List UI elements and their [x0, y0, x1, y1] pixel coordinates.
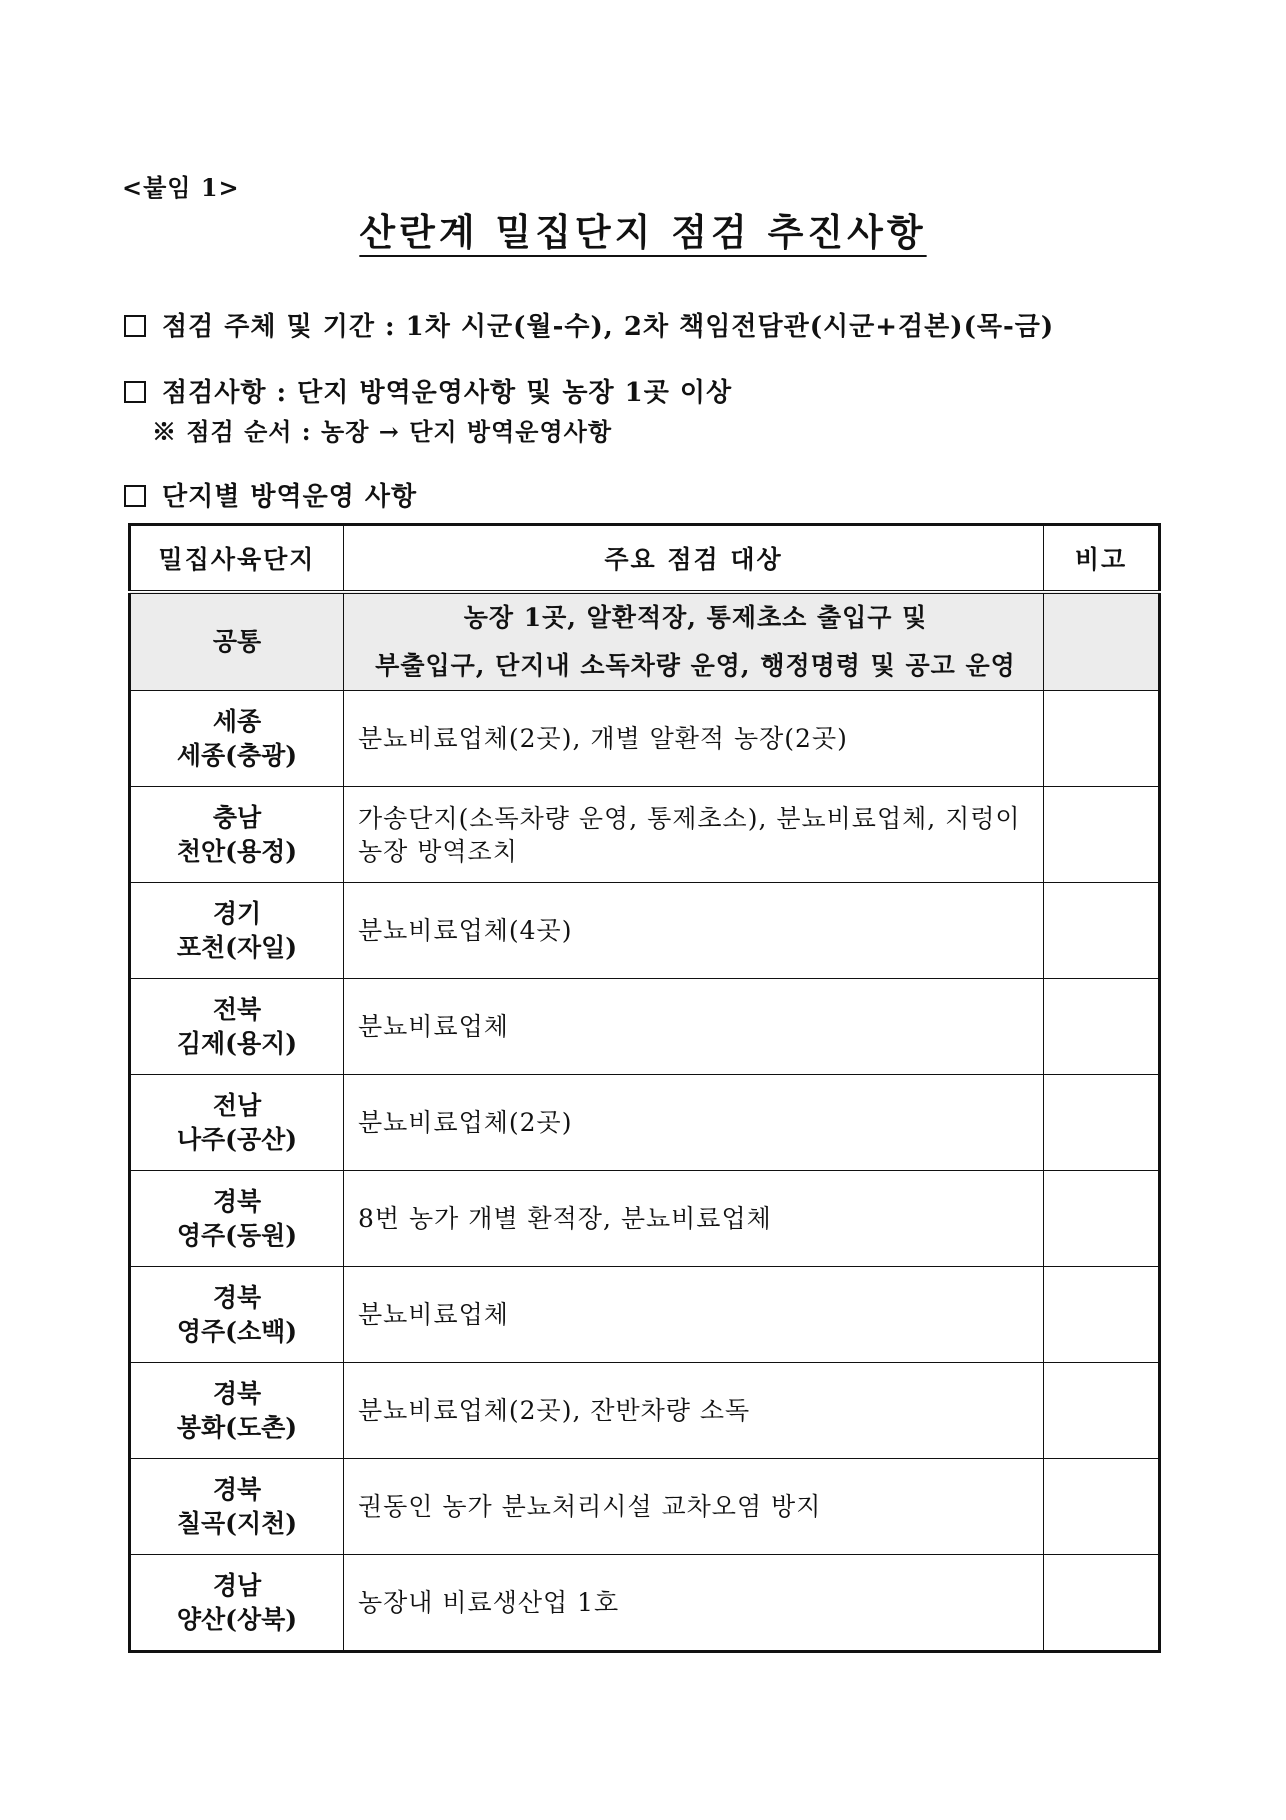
target-cell: 분뇨비료업체(2곳), 잔반차량 소독 [344, 1363, 1044, 1459]
table-row-common [130, 592, 1160, 691]
province-name: 경기 [212, 898, 262, 928]
inspection-order-note: ※ 점검 순서 : 농장 → 단지 방역운영사항 [152, 417, 613, 446]
region-cell [130, 979, 344, 1075]
site-name: 영주(동원) [176, 1220, 298, 1250]
table-row [130, 979, 1160, 1075]
target-cell: 분뇨비료업체(4곳) [344, 883, 1044, 979]
complex-operations-table [128, 523, 1161, 1653]
table-row [130, 1363, 1160, 1459]
section-complex-operations [124, 476, 417, 513]
remarks-cell [1044, 1075, 1160, 1171]
remarks-cell [1044, 787, 1160, 883]
target-cell [344, 592, 1044, 691]
region-cell [130, 1075, 344, 1171]
province-name: 경북 [212, 1186, 262, 1216]
section-text: 점검 주체 및 기간 : 1차 시군(월-수), 2차 책임전담관(시군+검본)(목-금) [162, 312, 1055, 342]
region-cell [130, 787, 344, 883]
target-cell: 가송단지(소독차량 운영, 통제초소), 분뇨비료업체, 지렁이 농장 방역조치 [344, 787, 1044, 883]
site-name: 천안(용정) [176, 836, 298, 866]
region-cell [130, 1363, 344, 1459]
site-name: 양산(상북) [176, 1604, 298, 1634]
table-row [130, 1555, 1160, 1652]
target-cell: 권동인 농가 분뇨처리시설 교차오염 방지 [344, 1459, 1044, 1555]
province-name: 경북 [212, 1378, 262, 1408]
target-line-2: 부출입구, 단지내 소독차량 운영, 행정명령 및 공고 운영 [375, 651, 1016, 680]
region-cell [130, 592, 344, 691]
target-cell: 분뇨비료업체(2곳) [344, 1075, 1044, 1171]
section-text: 점검사항 : 단지 방역운영사항 및 농장 1곳 이상 [162, 378, 733, 408]
remarks-cell [1044, 691, 1160, 787]
document-title [0, 202, 1286, 256]
site-name: 칠곡(지천) [176, 1508, 298, 1538]
target-cell: 분뇨비료업체(2곳), 개별 알환적 농장(2곳) [344, 691, 1044, 787]
remarks-cell [1044, 1267, 1160, 1363]
province-name: 경북 [212, 1282, 262, 1312]
target-cell: 분뇨비료업체 [344, 1267, 1044, 1363]
remarks-cell [1044, 883, 1160, 979]
region-cell [130, 691, 344, 787]
table-row [130, 1267, 1160, 1363]
region-cell [130, 1555, 344, 1652]
site-name: 세종(충광) [176, 740, 298, 770]
checkbox-square-icon [124, 381, 146, 403]
table-row [130, 787, 1160, 883]
remarks-cell [1044, 1459, 1160, 1555]
section-text: 단지별 방역운영 사항 [162, 482, 418, 512]
checkbox-square-icon [124, 485, 146, 507]
province-name: 충남 [212, 802, 262, 832]
remarks-cell [1044, 979, 1160, 1075]
attachment-label: <붙임 1> [122, 173, 240, 202]
document-title-text: 산란계 밀집단지 점검 추진사항 [359, 210, 927, 254]
header-complex: 밀집사육단지 [130, 525, 344, 593]
remarks-cell [1044, 1171, 1160, 1267]
section-inspection-subject-period [124, 306, 1054, 343]
remarks-cell [1044, 1363, 1160, 1459]
site-name: 봉화(도촌) [176, 1412, 298, 1442]
table-row [130, 1075, 1160, 1171]
target-line-1: 농장 1곳, 알환적장, 통제초소 출입구 및 [463, 603, 928, 632]
table-row [130, 1459, 1160, 1555]
site-name: 포천(자일) [176, 932, 298, 962]
target-cell: 농장내 비료생산업 1호 [344, 1555, 1044, 1652]
province-name: 경남 [212, 1570, 262, 1600]
province-name: 전남 [212, 1090, 262, 1120]
table-header-row [130, 525, 1160, 593]
site-name: 영주(소백) [176, 1316, 298, 1346]
region-cell [130, 883, 344, 979]
checkbox-square-icon [124, 315, 146, 337]
region-cell [130, 1459, 344, 1555]
target-cell: 분뇨비료업체 [344, 979, 1044, 1075]
header-targets: 주요 점검 대상 [344, 525, 1044, 593]
province-name: 세종 [212, 706, 262, 736]
remarks-cell [1044, 592, 1160, 691]
remarks-cell [1044, 1555, 1160, 1652]
table-row [130, 883, 1160, 979]
header-remarks: 비고 [1044, 525, 1160, 593]
province-name: 경북 [212, 1474, 262, 1504]
province-name: 전북 [212, 994, 262, 1024]
region-cell [130, 1267, 344, 1363]
target-cell: 8번 농가 개별 환적장, 분뇨비료업체 [344, 1171, 1044, 1267]
site-name: 나주(공산) [176, 1124, 298, 1154]
site-name: 김제(용지) [176, 1028, 298, 1058]
region-cell [130, 1171, 344, 1267]
region-name: 공통 [212, 627, 262, 656]
table-row [130, 1171, 1160, 1267]
section-inspection-items [124, 372, 732, 409]
table-row [130, 691, 1160, 787]
